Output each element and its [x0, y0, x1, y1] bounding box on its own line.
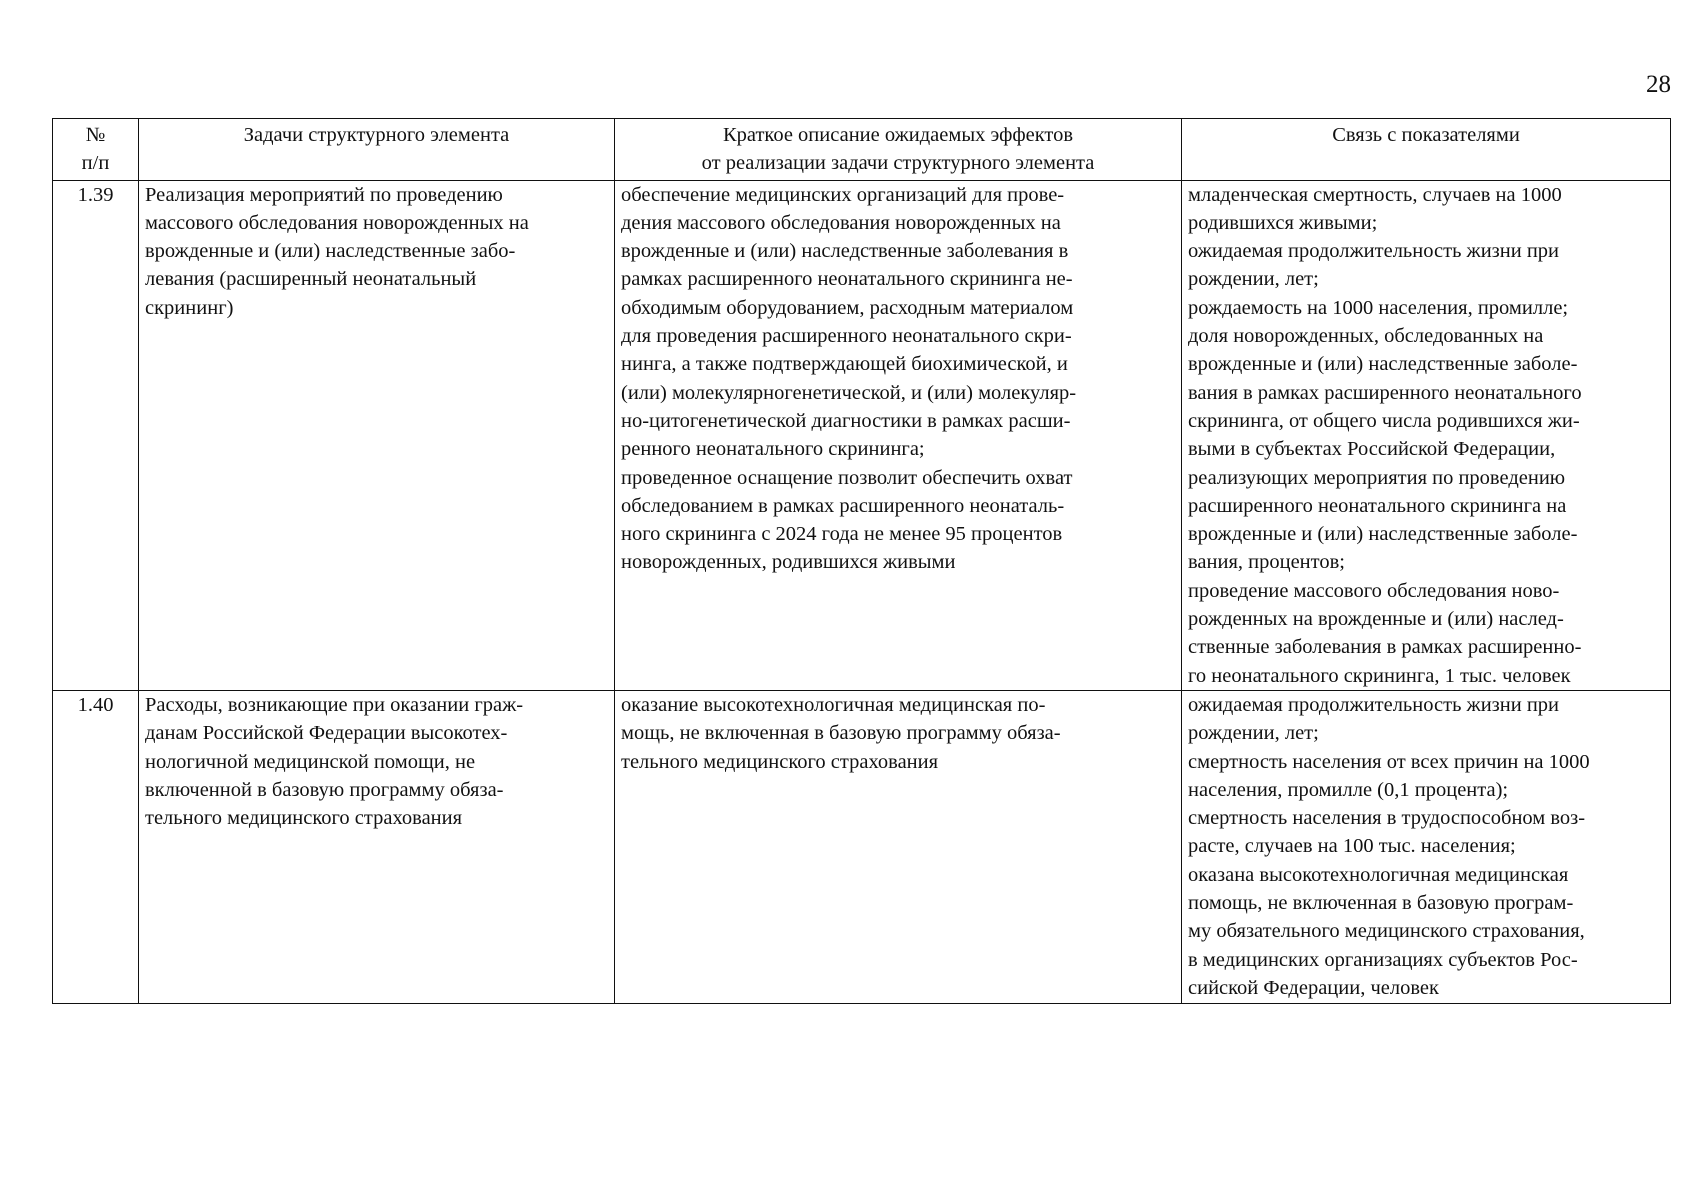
header-num-line: п/п [81, 152, 110, 175]
header-effect-line: Краткое описание ожидаемых эффектов [722, 124, 1074, 146]
link-cell-line: го неонатального скрининга, 1 тыс. человек [1188, 664, 1571, 687]
link-cell-line: младенческая смертность, случаев на 1000 [1188, 183, 1562, 206]
link-cell-line: доля новорожденных, обследованных на [1188, 325, 1544, 348]
task-cell-line: нологичной медицинской помощи, не [145, 750, 476, 773]
table-header-row [53, 119, 1671, 181]
link-cell-line: выми в субъектах Российской Федерации, [1188, 438, 1556, 461]
effect-cell-line: но-цитогенетической диагностики в рамках расши- [621, 409, 1071, 432]
link-cell-line: помощь, не включенная в базовую програм- [1188, 892, 1574, 915]
effect-cell-line: для проведения расширенного неонатального скри- [621, 325, 1072, 348]
effect-cell-line: обеспечение медицинских организаций для прове- [621, 183, 1065, 206]
link-cell-line: рождении, лет; [1188, 722, 1319, 745]
task-cell [139, 180, 615, 690]
task-cell-line: Расходы, возникающие при оказании граж- [145, 693, 524, 716]
link-cell-line: сийской Федерации, человек [1188, 976, 1439, 999]
task-cell-line: скрининг) [145, 296, 234, 319]
link-cell-line: му обязательного медицинского страхования, [1188, 920, 1585, 943]
link-cell-line: смертность населения в трудоспособном воз- [1188, 807, 1586, 830]
link-cell-line: родившихся живыми; [1188, 211, 1378, 234]
header-num [53, 119, 139, 181]
task-cell-line: данам Российской Федерации высокотех- [145, 722, 508, 745]
task-cell-line: левания (расширенный неонатальный [145, 268, 477, 291]
effect-cell-line: мощь, не включенная в базовую программу обяза- [621, 722, 1061, 745]
effect-cell-line: ренного неонатального скрининга; [621, 438, 925, 461]
task-cell-line: Реализация мероприятий по проведению [145, 183, 503, 206]
header-task [139, 119, 615, 181]
link-cell-line: населения, промилле (0,1 процента); [1188, 778, 1509, 801]
link-cell-line: рождении, лет; [1188, 268, 1319, 291]
effect-cell-line: оказание высокотехнологичная медицинская по- [621, 693, 1046, 716]
effect-cell-line: обходимым оборудованием, расходным материалом [621, 296, 1074, 319]
structural-elements-table [52, 118, 1671, 1004]
link-cell-line: вания, процентов; [1188, 551, 1345, 574]
link-cell-line: ожидаемая продолжительность жизни при [1188, 693, 1560, 716]
effect-cell-line: тельного медицинского страхования [621, 750, 939, 773]
effect-cell-line: врожденные и (или) наследственные заболевания в [621, 240, 1069, 263]
effect-cell-line: новорожденных, родившихся живыми [621, 551, 956, 574]
header-link [1182, 119, 1671, 181]
link-cell [1182, 690, 1671, 1003]
link-cell-line: в медицинских организациях субъектов Рос- [1188, 948, 1578, 971]
link-cell-line: реализующих мероприятия по проведению [1188, 466, 1566, 489]
link-cell-line: вания в рамках расширенного неонатального [1188, 381, 1582, 404]
link-cell [1182, 180, 1671, 690]
table-row [53, 180, 1671, 690]
link-cell-line: проведение массового обследования ново- [1188, 579, 1560, 602]
task-cell-line: тельного медицинского страхования [145, 807, 463, 830]
task-cell-line: массового обследования новорожденных на [145, 211, 529, 234]
row-number: 1.40 [53, 690, 139, 1003]
effect-cell [615, 690, 1182, 1003]
link-cell-line: рождаемость на 1000 населения, промилле; [1188, 296, 1569, 319]
header-effect [615, 119, 1182, 181]
link-cell-line: врожденные и (или) наследственные заболе- [1188, 353, 1578, 376]
task-cell-line: врожденные и (или) наследственные забо- [145, 240, 516, 263]
header-num-line: № [85, 124, 106, 146]
link-cell-line: скрининга, от общего числа родившихся жи- [1188, 409, 1580, 432]
table-row [53, 690, 1671, 1003]
effect-cell-line: проведенное оснащение позволит обеспечить охват [621, 466, 1073, 489]
effect-cell [615, 180, 1182, 690]
effect-cell-line: нинга, а также подтверждающей биохимической, и [621, 353, 1068, 376]
effect-cell-line: обследованием в рамках расширенного неонаталь- [621, 494, 1065, 517]
header-effect-line: от реализации задачи структурного элемента [701, 152, 1095, 175]
task-cell [139, 690, 615, 1003]
link-cell-line: рожденных на врожденные и (или) наслед- [1188, 608, 1564, 631]
effect-cell-line: дения массового обследования новорожденных на [621, 211, 1061, 234]
effect-cell-line: ного скрининга с 2024 года не менее 95 процентов [621, 523, 1063, 546]
header-task-line: Задачи структурного элемента [243, 124, 510, 146]
effect-cell-line: (или) молекулярногенетической, и (или) молекуляр- [621, 381, 1077, 404]
page-number: 28 [1646, 71, 1671, 98]
link-cell-line: оказана высокотехнологичная медицинская [1188, 863, 1569, 886]
row-number: 1.39 [53, 180, 139, 690]
link-cell-line: ожидаемая продолжительность жизни при [1188, 240, 1560, 263]
link-cell-line: расширенного неонатального скрининга на [1188, 494, 1567, 517]
header-link-line: Связь с показателями [1332, 124, 1520, 146]
effect-cell-line: рамках расширенного неонатального скрининга не- [621, 268, 1073, 291]
link-cell-line: врожденные и (или) наследственные заболе- [1188, 523, 1578, 546]
task-cell-line: включенной в базовую программу обяза- [145, 778, 504, 801]
link-cell-line: ственные заболевания в рамках расширенно- [1188, 636, 1582, 659]
link-cell-line: расте, случаев на 100 тыс. населения; [1188, 835, 1516, 858]
link-cell-line: смертность населения от всех причин на 1000 [1188, 750, 1590, 773]
